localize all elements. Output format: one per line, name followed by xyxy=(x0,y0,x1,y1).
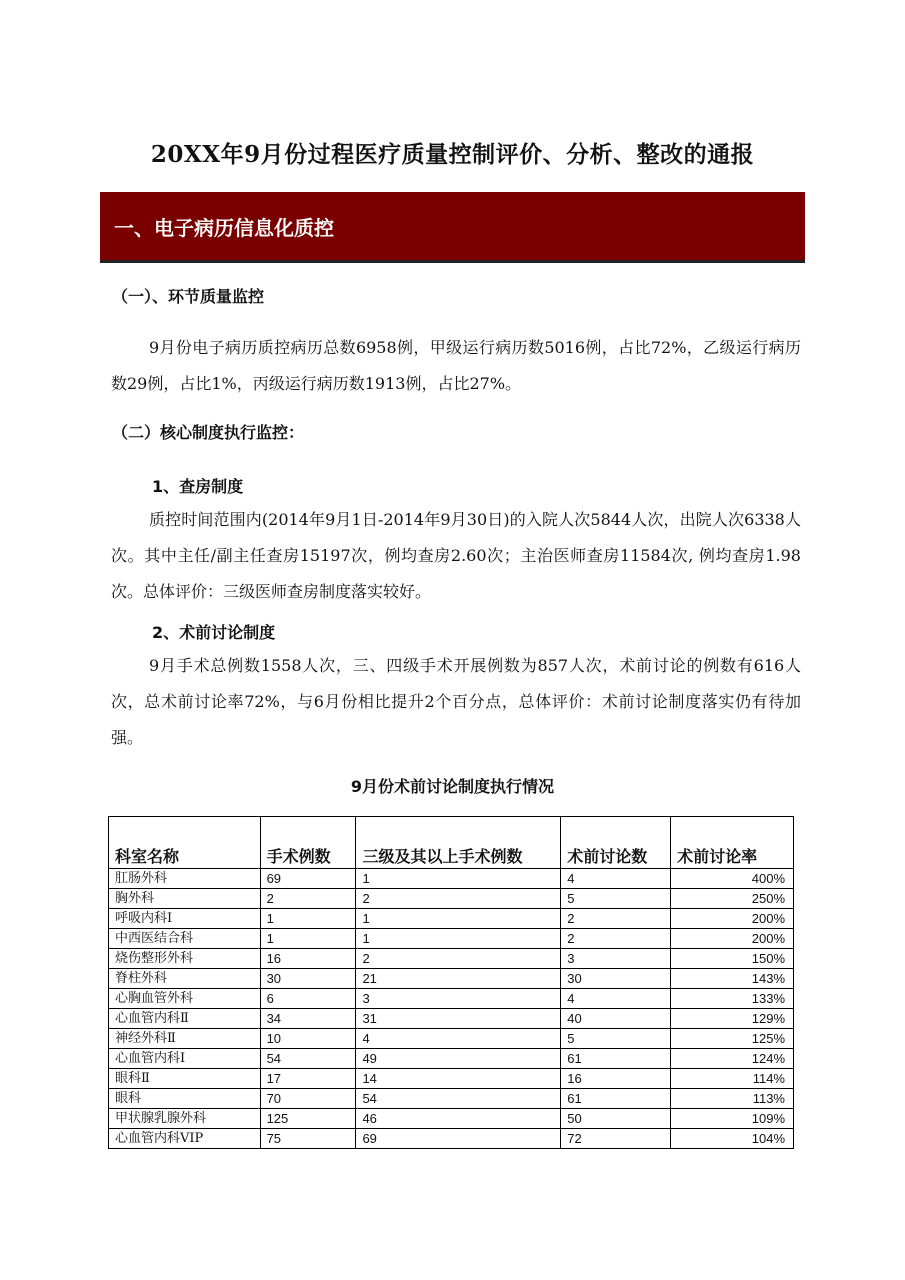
cell-level3plus: 2 xyxy=(356,949,561,969)
cell-discussions: 5 xyxy=(561,889,671,909)
cell-dept: 呼吸内科Ⅰ xyxy=(109,909,261,929)
cell-discussions: 2 xyxy=(561,929,671,949)
table-row xyxy=(109,909,794,929)
cell-surgeries: 17 xyxy=(260,1069,356,1089)
cell-rate: 150% xyxy=(671,949,794,969)
table-row xyxy=(109,1049,794,1069)
subsection-heading-1: （一）、环节质量监控 xyxy=(112,287,265,306)
cell-dept: 眼科 xyxy=(109,1089,261,1109)
cell-level3plus: 31 xyxy=(356,1009,561,1029)
table-row xyxy=(109,1069,794,1089)
cell-level3plus: 21 xyxy=(356,969,561,989)
cell-dept: 肛肠外科 xyxy=(109,869,261,889)
cell-rate: 133% xyxy=(671,989,794,1009)
cell-dept: 心血管内科Ⅰ xyxy=(109,1049,261,1069)
item-heading-preop: 2、术前讨论制度 xyxy=(152,623,276,642)
table-row xyxy=(109,969,794,989)
table-row xyxy=(109,929,794,949)
paragraph-preop: 9月手术总例数1558人次，三、四级手术开展例数为857人次，术前讨论的例数有616人次，总术前讨论率72%，与6月份相比提升2个百分点，总体评价：术前讨论制度落实仍有待加强。 xyxy=(111,656,801,747)
cell-surgeries: 30 xyxy=(260,969,356,989)
cell-rate: 200% xyxy=(671,929,794,949)
cell-surgeries: 70 xyxy=(260,1089,356,1109)
header-level3plus: 三级及其以上手术例数 xyxy=(356,817,561,869)
cell-rate: 114% xyxy=(671,1069,794,1089)
cell-surgeries: 1 xyxy=(260,929,356,949)
cell-discussions: 61 xyxy=(561,1089,671,1109)
cell-level3plus: 46 xyxy=(356,1109,561,1129)
table-caption: 9月份术前讨论制度执行情况 xyxy=(350,777,555,796)
cell-surgeries: 75 xyxy=(260,1129,356,1149)
cell-dept: 烧伤整形外科 xyxy=(109,949,261,969)
header-rate: 术前讨论率 xyxy=(671,817,794,869)
cell-rate: 250% xyxy=(671,889,794,909)
cell-rate: 109% xyxy=(671,1109,794,1129)
cell-rate: 104% xyxy=(671,1129,794,1149)
cell-level3plus: 1 xyxy=(356,869,561,889)
cell-level3plus: 49 xyxy=(356,1049,561,1069)
cell-surgeries: 16 xyxy=(260,949,356,969)
table-row xyxy=(109,1109,794,1129)
cell-dept: 脊柱外科 xyxy=(109,969,261,989)
table-header-row xyxy=(109,817,794,869)
cell-rate: 125% xyxy=(671,1029,794,1049)
subsection-heading-2: （二）核心制度执行监控： xyxy=(112,423,305,442)
preop-discussion-table xyxy=(108,816,794,1149)
cell-surgeries: 10 xyxy=(260,1029,356,1049)
paragraph-ehr-stats: 9月份电子病历质控病历总数6958例，甲级运行病历数5016例，占比72%，乙级运行病历数29例，占比1%，丙级运行病历数1913例，占比27%。 xyxy=(111,338,801,393)
cell-dept: 心血管内科VIP xyxy=(109,1129,261,1149)
cell-surgeries: 125 xyxy=(260,1109,356,1129)
cell-dept: 甲状腺乳腺外科 xyxy=(109,1109,261,1129)
cell-level3plus: 54 xyxy=(356,1089,561,1109)
cell-discussions: 16 xyxy=(561,1069,671,1089)
cell-level3plus: 3 xyxy=(356,989,561,1009)
cell-rate: 129% xyxy=(671,1009,794,1029)
cell-discussions: 4 xyxy=(561,869,671,889)
table-row xyxy=(109,1029,794,1049)
cell-level3plus: 2 xyxy=(356,889,561,909)
cell-surgeries: 54 xyxy=(260,1049,356,1069)
table-row xyxy=(109,949,794,969)
cell-level3plus: 69 xyxy=(356,1129,561,1149)
cell-surgeries: 69 xyxy=(260,869,356,889)
cell-dept: 心胸血管外科 xyxy=(109,989,261,1009)
cell-discussions: 72 xyxy=(561,1129,671,1149)
cell-dept: 中西医结合科 xyxy=(109,929,261,949)
cell-level3plus: 1 xyxy=(356,929,561,949)
cell-discussions: 5 xyxy=(561,1029,671,1049)
table-row xyxy=(109,1089,794,1109)
cell-rate: 124% xyxy=(671,1049,794,1069)
section-banner xyxy=(100,192,805,263)
cell-rate: 143% xyxy=(671,969,794,989)
cell-dept: 眼科Ⅱ xyxy=(109,1069,261,1089)
cell-discussions: 40 xyxy=(561,1009,671,1029)
cell-rate: 200% xyxy=(671,909,794,929)
table-row xyxy=(109,1009,794,1029)
cell-discussions: 3 xyxy=(561,949,671,969)
cell-level3plus: 1 xyxy=(356,909,561,929)
paragraph-rounds: 质控时间范围内(2014年9月1日-2014年9月30日)的入院人次5844人次，出院人次6338人次。其中主任/副主任查房15197次，例均查房2.60次；主治医师查房11584次, 例均查房1.98次。总体评价：三级医师查房制度落实较好。 xyxy=(111,510,801,601)
cell-rate: 400% xyxy=(671,869,794,889)
cell-surgeries: 34 xyxy=(260,1009,356,1029)
cell-discussions: 2 xyxy=(561,909,671,929)
table-row xyxy=(109,1129,794,1149)
cell-rate: 113% xyxy=(671,1089,794,1109)
cell-surgeries: 1 xyxy=(260,909,356,929)
cell-surgeries: 6 xyxy=(260,989,356,1009)
cell-discussions: 30 xyxy=(561,969,671,989)
table-row xyxy=(109,889,794,909)
cell-level3plus: 4 xyxy=(356,1029,561,1049)
cell-dept: 神经外科Ⅱ xyxy=(109,1029,261,1049)
table-row xyxy=(109,989,794,1009)
header-discussions: 术前讨论数 xyxy=(561,817,671,869)
header-dept: 科室名称 xyxy=(109,817,261,869)
cell-dept: 胸外科 xyxy=(109,889,261,909)
cell-level3plus: 14 xyxy=(356,1069,561,1089)
table-row xyxy=(109,869,794,889)
cell-discussions: 4 xyxy=(561,989,671,1009)
page-title: 20XX年9月份过程医疗质量控制评价、分析、整改的通报 xyxy=(150,141,755,168)
section-heading: 一、电子病历信息化质控 xyxy=(114,216,334,240)
cell-discussions: 61 xyxy=(561,1049,671,1069)
cell-discussions: 50 xyxy=(561,1109,671,1129)
item-heading-rounds: 1、查房制度 xyxy=(152,477,244,496)
cell-dept: 心血管内科Ⅱ xyxy=(109,1009,261,1029)
cell-surgeries: 2 xyxy=(260,889,356,909)
header-surgeries: 手术例数 xyxy=(260,817,356,869)
